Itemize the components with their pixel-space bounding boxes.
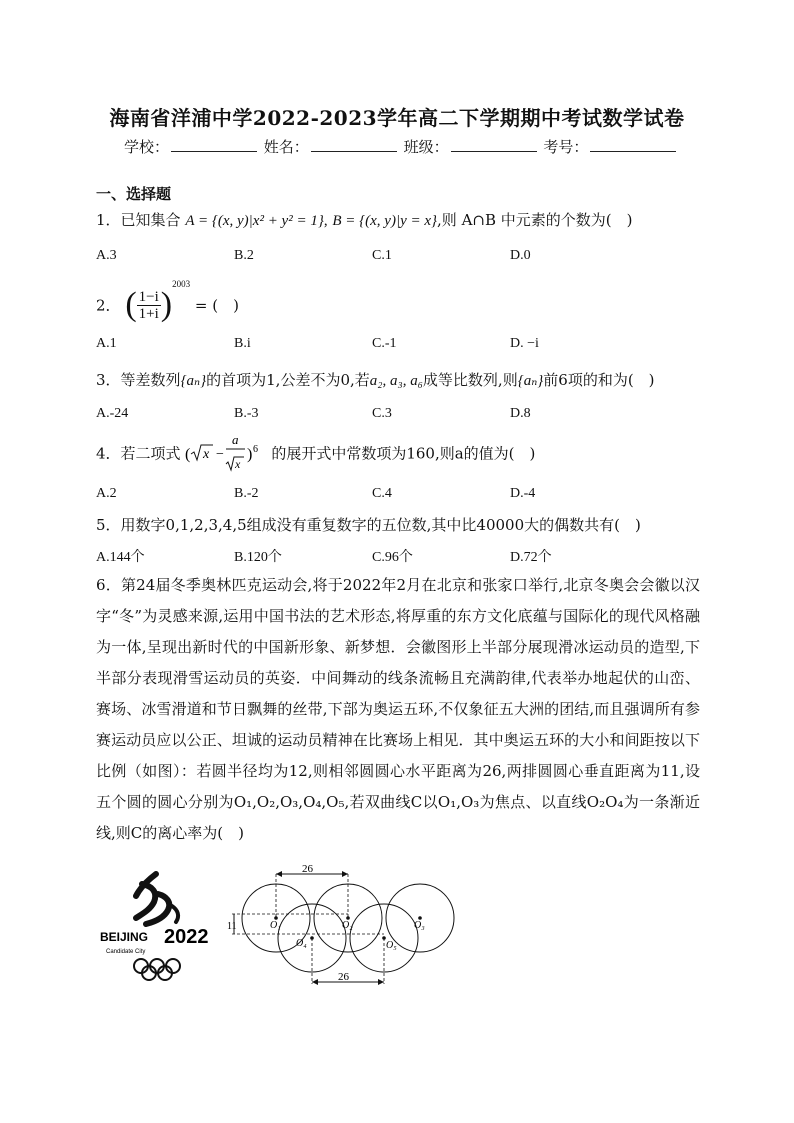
five-rings-diagram bbox=[224, 862, 464, 996]
q3-option-d: D.8 bbox=[510, 406, 531, 421]
question-number: 4． bbox=[96, 444, 121, 463]
fraction-denominator: 1+i bbox=[138, 305, 159, 322]
q3-option-a: A.-24 bbox=[96, 406, 129, 421]
section-heading: 一、选择题 bbox=[96, 185, 172, 203]
school-label: 学校： bbox=[124, 138, 170, 156]
rings-geometry-figure bbox=[224, 862, 464, 996]
q3-option-c: C.3 bbox=[372, 406, 392, 421]
svg-text:x: x bbox=[235, 457, 241, 471]
q1-option-a: A.3 bbox=[96, 248, 117, 263]
beijing-2022-logo bbox=[96, 866, 226, 986]
question-number: 5． bbox=[96, 516, 121, 534]
question-text: 前6项的和为( ) bbox=[543, 371, 655, 389]
question-text: ,则 A∩B 中元素的个数为( ) bbox=[437, 211, 633, 229]
question-text: 已知集合 bbox=[120, 211, 181, 229]
winter-olympics-emblem-icon bbox=[96, 866, 226, 986]
question-number: 3． bbox=[96, 371, 121, 389]
question-2: 2． ( $\frac{1-i}{1+i}$ )$^{2003}$ = ( ) bbox=[96, 279, 239, 323]
student-info-line bbox=[124, 136, 678, 157]
question-text: 的展开式中常数项为160,则a的值为( ) bbox=[271, 444, 536, 463]
bottom-distance-label: 26 bbox=[338, 971, 349, 983]
q2-option-b: B.i bbox=[234, 336, 251, 351]
q1-option-b: B.2 bbox=[234, 248, 254, 263]
question-6: 6．第24届冬季奥林匹克运动会,将于2022年2月在北京和张家口举行,北京冬奥会会徽以汉字“冬”为灵感来源,运用中国书法的艺术形态,将厚重的东方文化底蕴与国际化的现代风格融为一体,呈现出新时代的中国新形象、新梦想．会徽图形上半部分展现滑冰运动员的造型,下半部分表现滑雪运动员的英姿．中间舞动的线条流畅且充满韵律,代表举办地起伏的山峦、赛场、冰雪滑道和节日飘舞的丝带,下部为奥运五环,不仅象征五大洲的团结,而且强调所有参赛运动员应以公正、坦诚的运动员精神在比赛场上相见．其中奥运五环的大小和间距按以下比例（如图）：若圆半径均为12,则相邻圆圆心水平距离为26,两排圆圆心垂直距离为11,设五个圆的圆心分别为O₁,O₂,O₃,O₄,O₅,若双曲线C以O₁,O₃为焦点、以直线O₂O₄为一条渐近线,则C的离心率为( ) bbox=[96, 576, 700, 842]
center-label-o4: O₄ bbox=[296, 938, 307, 949]
q5-option-d: D.72个 bbox=[510, 550, 552, 565]
svg-text:a: a bbox=[232, 432, 239, 447]
question-text: 的首项为1,公差不为0,若 bbox=[206, 371, 370, 389]
q4-option-d: D.-4 bbox=[510, 486, 536, 501]
q2-option-c: C.-1 bbox=[372, 336, 397, 351]
question-number: 2． bbox=[96, 296, 121, 315]
class-blank[interactable] bbox=[451, 137, 537, 152]
exponent: 2003 bbox=[172, 279, 191, 289]
question-text: 若二项式 bbox=[120, 444, 181, 463]
svg-text:x: x bbox=[203, 447, 210, 462]
question-text: = ( ) bbox=[194, 296, 239, 315]
fraction bbox=[137, 289, 161, 322]
side-distance-label: 11 bbox=[227, 921, 237, 932]
q5-option-a: A.144个 bbox=[96, 550, 145, 565]
logo-text: BEIJING bbox=[100, 930, 149, 944]
binomial-expression bbox=[185, 432, 271, 474]
question-text: 用数字0,1,2,3,4,5组成没有重复数字的五位数,其中比40000大的偶数共有( ) bbox=[120, 516, 641, 534]
fraction-numerator: 1−i bbox=[138, 288, 159, 305]
sequence-expression: {aₙ} bbox=[517, 373, 544, 389]
exam-number-label: 考号： bbox=[543, 138, 589, 156]
question-5 bbox=[96, 514, 641, 535]
class-label: 班级： bbox=[403, 138, 449, 156]
school-blank[interactable] bbox=[171, 137, 257, 152]
q4-option-c: C.4 bbox=[372, 486, 392, 501]
q1-option-c: C.1 bbox=[372, 248, 392, 263]
logo-year: 2022 bbox=[164, 926, 209, 948]
logo-subtitle: Candidate City bbox=[106, 949, 146, 955]
svg-text:−: − bbox=[216, 447, 225, 462]
q5-option-c: C.96个 bbox=[372, 550, 413, 565]
q2-option-a: A.1 bbox=[96, 336, 117, 351]
question-text: 等差数列 bbox=[120, 371, 181, 389]
page-title: 海南省洋浦中学2022-2023学年高二下学期期中考试数学试卷 bbox=[109, 106, 685, 130]
set-b-expression: B = {(x, y)|y = x} bbox=[332, 213, 438, 229]
terms-expression: a₂, a₃, a₆ bbox=[369, 373, 423, 389]
q3-option-b: B.-3 bbox=[234, 406, 259, 421]
center-label-o5: O₅ bbox=[386, 940, 397, 951]
top-distance-label: 26 bbox=[302, 863, 313, 875]
center-label-o3: O₃ bbox=[414, 920, 425, 931]
exam-number-blank[interactable] bbox=[590, 137, 676, 152]
sequence-expression: {aₙ} bbox=[180, 373, 207, 389]
q4-option-a: A.2 bbox=[96, 486, 117, 501]
name-blank[interactable] bbox=[311, 137, 397, 152]
q4-option-b: B.-2 bbox=[234, 486, 259, 501]
svg-text:): ) bbox=[247, 446, 253, 463]
q1-option-d: D.0 bbox=[510, 248, 531, 263]
question-4 bbox=[96, 432, 535, 474]
set-a-expression: A = {(x, y)|x² + y² = 1} bbox=[185, 213, 324, 229]
q5-option-b: B.120个 bbox=[234, 550, 282, 565]
svg-text:(: ( bbox=[185, 446, 191, 463]
q2-option-d: D. −i bbox=[510, 336, 539, 351]
center-label-o2: O₂ bbox=[342, 920, 353, 931]
question-number: 1． bbox=[96, 211, 121, 229]
name-label: 姓名： bbox=[263, 138, 309, 156]
binomial-formula bbox=[185, 432, 271, 474]
svg-text:6: 6 bbox=[253, 444, 259, 455]
question-text: 成等比数列,则 bbox=[422, 371, 518, 389]
center-label-o1: O₁ bbox=[270, 920, 281, 931]
question-1: 1．已知集合 A = {(x, y)|x² + y² = 1}, B = {(x, y)|y = x},则 A∩B 中元素的个数为( ) bbox=[96, 211, 633, 229]
question-3 bbox=[96, 369, 655, 390]
